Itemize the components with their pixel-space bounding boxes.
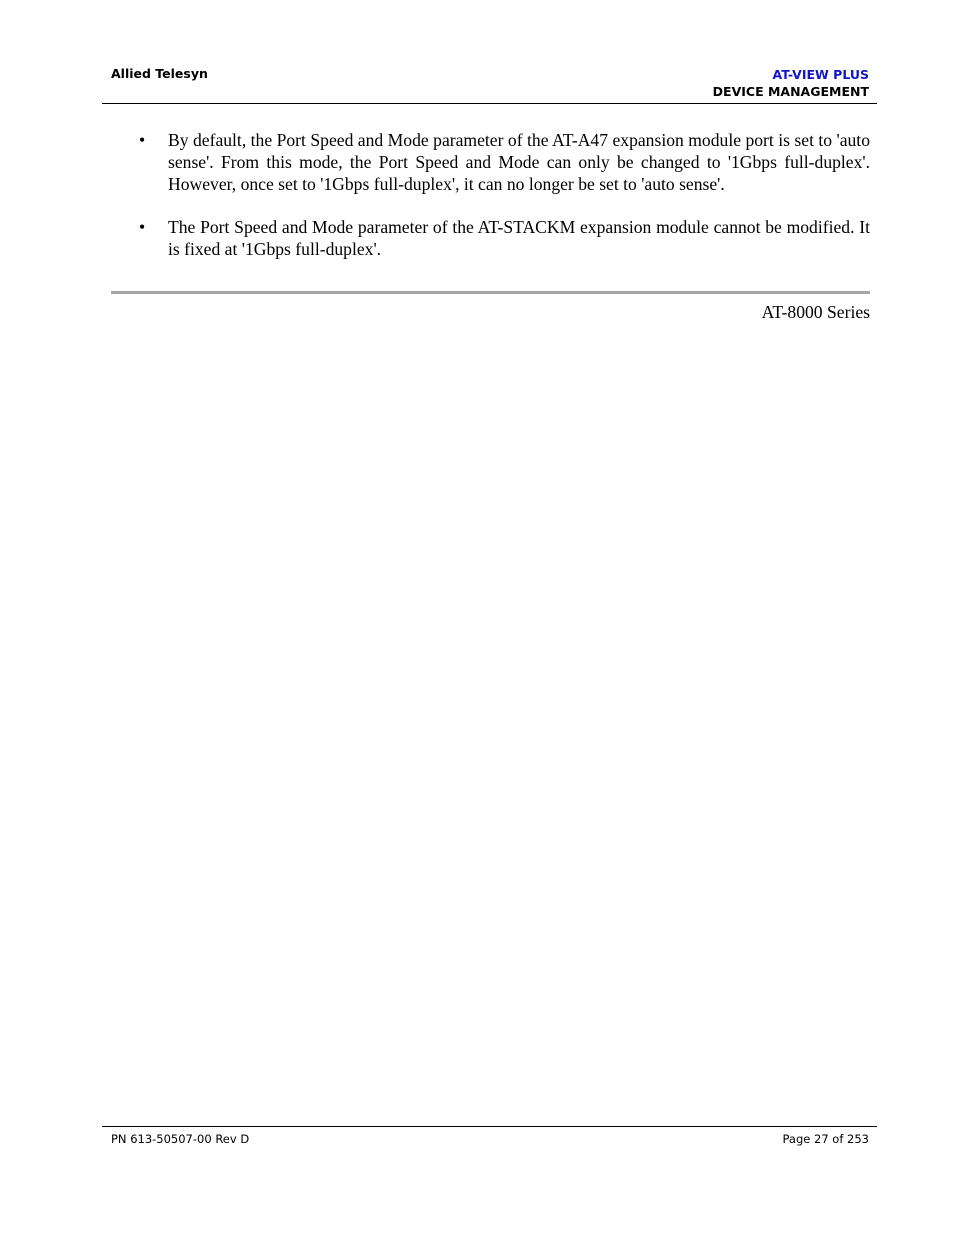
note-text: By default, the Port Speed and Mode parameter of the AT-A47 expansion module port is set to 'auto sense'. From this mode, the Port Speed and Mode can only be changed to '1Gbps full-duplex'. However, once set to '1Gbps full-duplex', it can no longer be set to 'auto sense'. (168, 130, 870, 194)
part-number: PN 613-50507-00 Rev D (111, 1132, 250, 1146)
header-divider (102, 103, 877, 104)
document-title (713, 66, 869, 100)
bullet-icon: • (139, 217, 146, 237)
section-divider (111, 291, 870, 294)
page-number: Page 27 of 253 (782, 1132, 869, 1146)
list-item (111, 129, 870, 195)
footer-divider (102, 1126, 877, 1127)
notes-list (111, 129, 870, 281)
note-text: The Port Speed and Mode parameter of the AT-STACKM expansion module cannot be modified. It is fixed at '1Gbps full-duplex'. (168, 217, 870, 259)
company-name: Allied Telesyn (111, 66, 208, 81)
section-name: DEVICE MANAGEMENT (712, 84, 869, 99)
list-item (111, 216, 870, 260)
series-label: AT-8000 Series (761, 302, 870, 322)
product-name: AT-VIEW PLUS (772, 67, 869, 82)
bullet-icon: • (139, 130, 146, 150)
